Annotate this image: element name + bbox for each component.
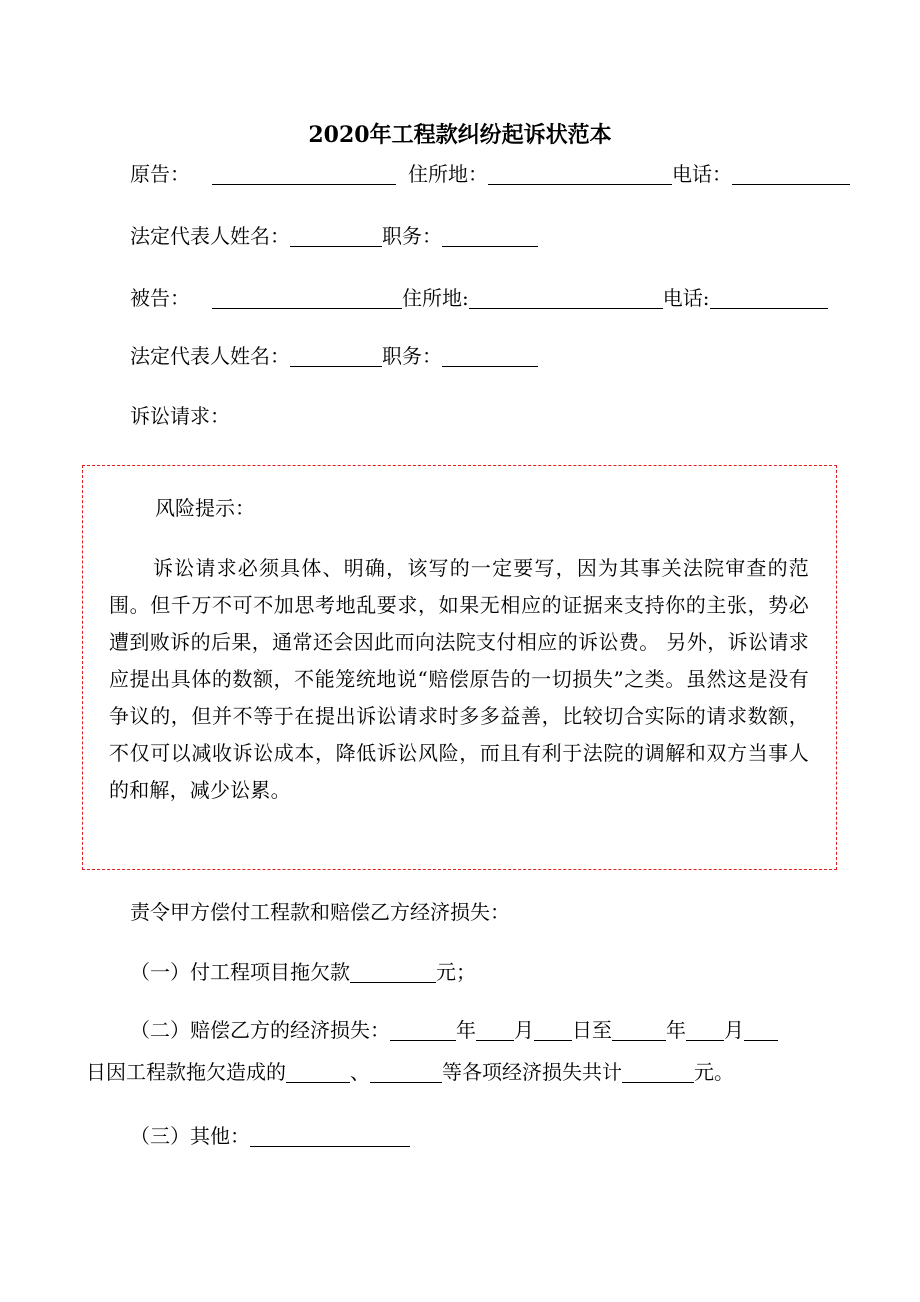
defendant-phone-blank[interactable] [710,286,828,309]
claim-item-2-line1 [130,1016,778,1044]
plaintiff-name-blank[interactable] [212,162,396,185]
item2-total: 等各项经济损失共计 [442,1060,622,1084]
risk-text: 诉讼请求必须具体、明确，该写的一定要写，因为其事关法院审查的范围。但千万不可不加思考地乱要求，如果无相应的证据来支持你的主张，势必遭到败诉的后果，通常还会因此而向法院支付相应的诉讼费。 另外，诉讼请求应提出具体的数额，不能笼统地说“赔偿原告的一切损失”之类。虽然这是没有争议的，但并不等于在提出诉讼请求时多多益善，比较切合实际的请求数额，不仅可以减收诉讼成本，降低诉讼风险，而且有利于法院的调解和双方当事人的和解，减少讼累。 [109,556,809,802]
item2-year1: 年 [456,1018,476,1042]
risk-title: 风险提示： [155,496,255,520]
risk-warning-box [82,465,837,870]
defendant-label: 被告： [130,286,190,310]
defendant-address-blank[interactable] [469,286,663,309]
claim-item-2-line2 [86,1058,734,1086]
defendant-rep-label: 法定代表人姓名： [130,344,290,368]
item2-year1-blank[interactable] [390,1018,456,1041]
plaintiff-address-blank[interactable] [488,162,672,185]
item2-cause2-blank[interactable] [370,1060,442,1083]
item2-month1: 月 [514,1018,534,1042]
defendant-phone-label: 电话: [662,286,710,310]
plaintiff-phone-label: 电话： [672,162,732,186]
item2-sep: 、 [350,1060,370,1084]
document-title: 2020年工程款纠纷起诉状范本 [308,122,612,148]
plaintiff-rep-line [130,222,538,250]
item1-suffix: 元； [436,960,476,984]
item2-year2-blank[interactable] [612,1018,666,1041]
plaintiff-rep-name-blank[interactable] [290,224,382,247]
item1-prefix: （一）付工程项目拖欠款 [130,960,350,984]
claim-item-1 [130,958,476,986]
item2-yuan: 元。 [694,1060,734,1084]
plaintiff-rep-label: 法定代表人姓名： [130,224,290,248]
item2-cause1-blank[interactable] [286,1060,350,1083]
defendant-line [130,284,828,312]
item2-day2-blank[interactable] [744,1018,778,1041]
plaintiff-phone-blank[interactable] [732,162,850,185]
claim-item-3 [130,1122,410,1150]
item2-line2-prefix: 日因工程款拖欠造成的 [86,1060,286,1084]
claims-label: 诉讼请求： [130,404,230,428]
defendant-rep-name-blank[interactable] [290,344,382,367]
item3-other-blank[interactable] [250,1124,410,1147]
plaintiff-label: 原告： [130,162,190,186]
defendant-name-blank[interactable] [212,286,402,309]
defendant-rep-position-label: 职务： [382,344,442,368]
plaintiff-address-label: 住所地： [408,162,488,186]
item2-day1-blank[interactable] [534,1018,572,1041]
item2-prefix: （二）赔偿乙方的经济损失： [130,1018,390,1042]
item2-month1-blank[interactable] [476,1018,514,1041]
item2-year2: 年 [666,1018,686,1042]
claims-intro: 责令甲方偿付工程款和赔偿乙方经济损失： [130,900,510,924]
item2-total-blank[interactable] [622,1060,694,1083]
defendant-rep-position-blank[interactable] [442,344,538,367]
item2-month2: 月 [724,1018,744,1042]
item1-amount-blank[interactable] [350,960,436,983]
item2-month2-blank[interactable] [686,1018,724,1041]
plaintiff-rep-position-label: 职务： [382,224,442,248]
item2-day-to: 日至 [572,1018,612,1042]
plaintiff-rep-position-blank[interactable] [442,224,538,247]
defendant-address-label: 住所地: [402,286,469,310]
item3-prefix: （三）其他： [130,1124,250,1148]
defendant-rep-line [130,342,538,370]
plaintiff-line [130,160,850,188]
